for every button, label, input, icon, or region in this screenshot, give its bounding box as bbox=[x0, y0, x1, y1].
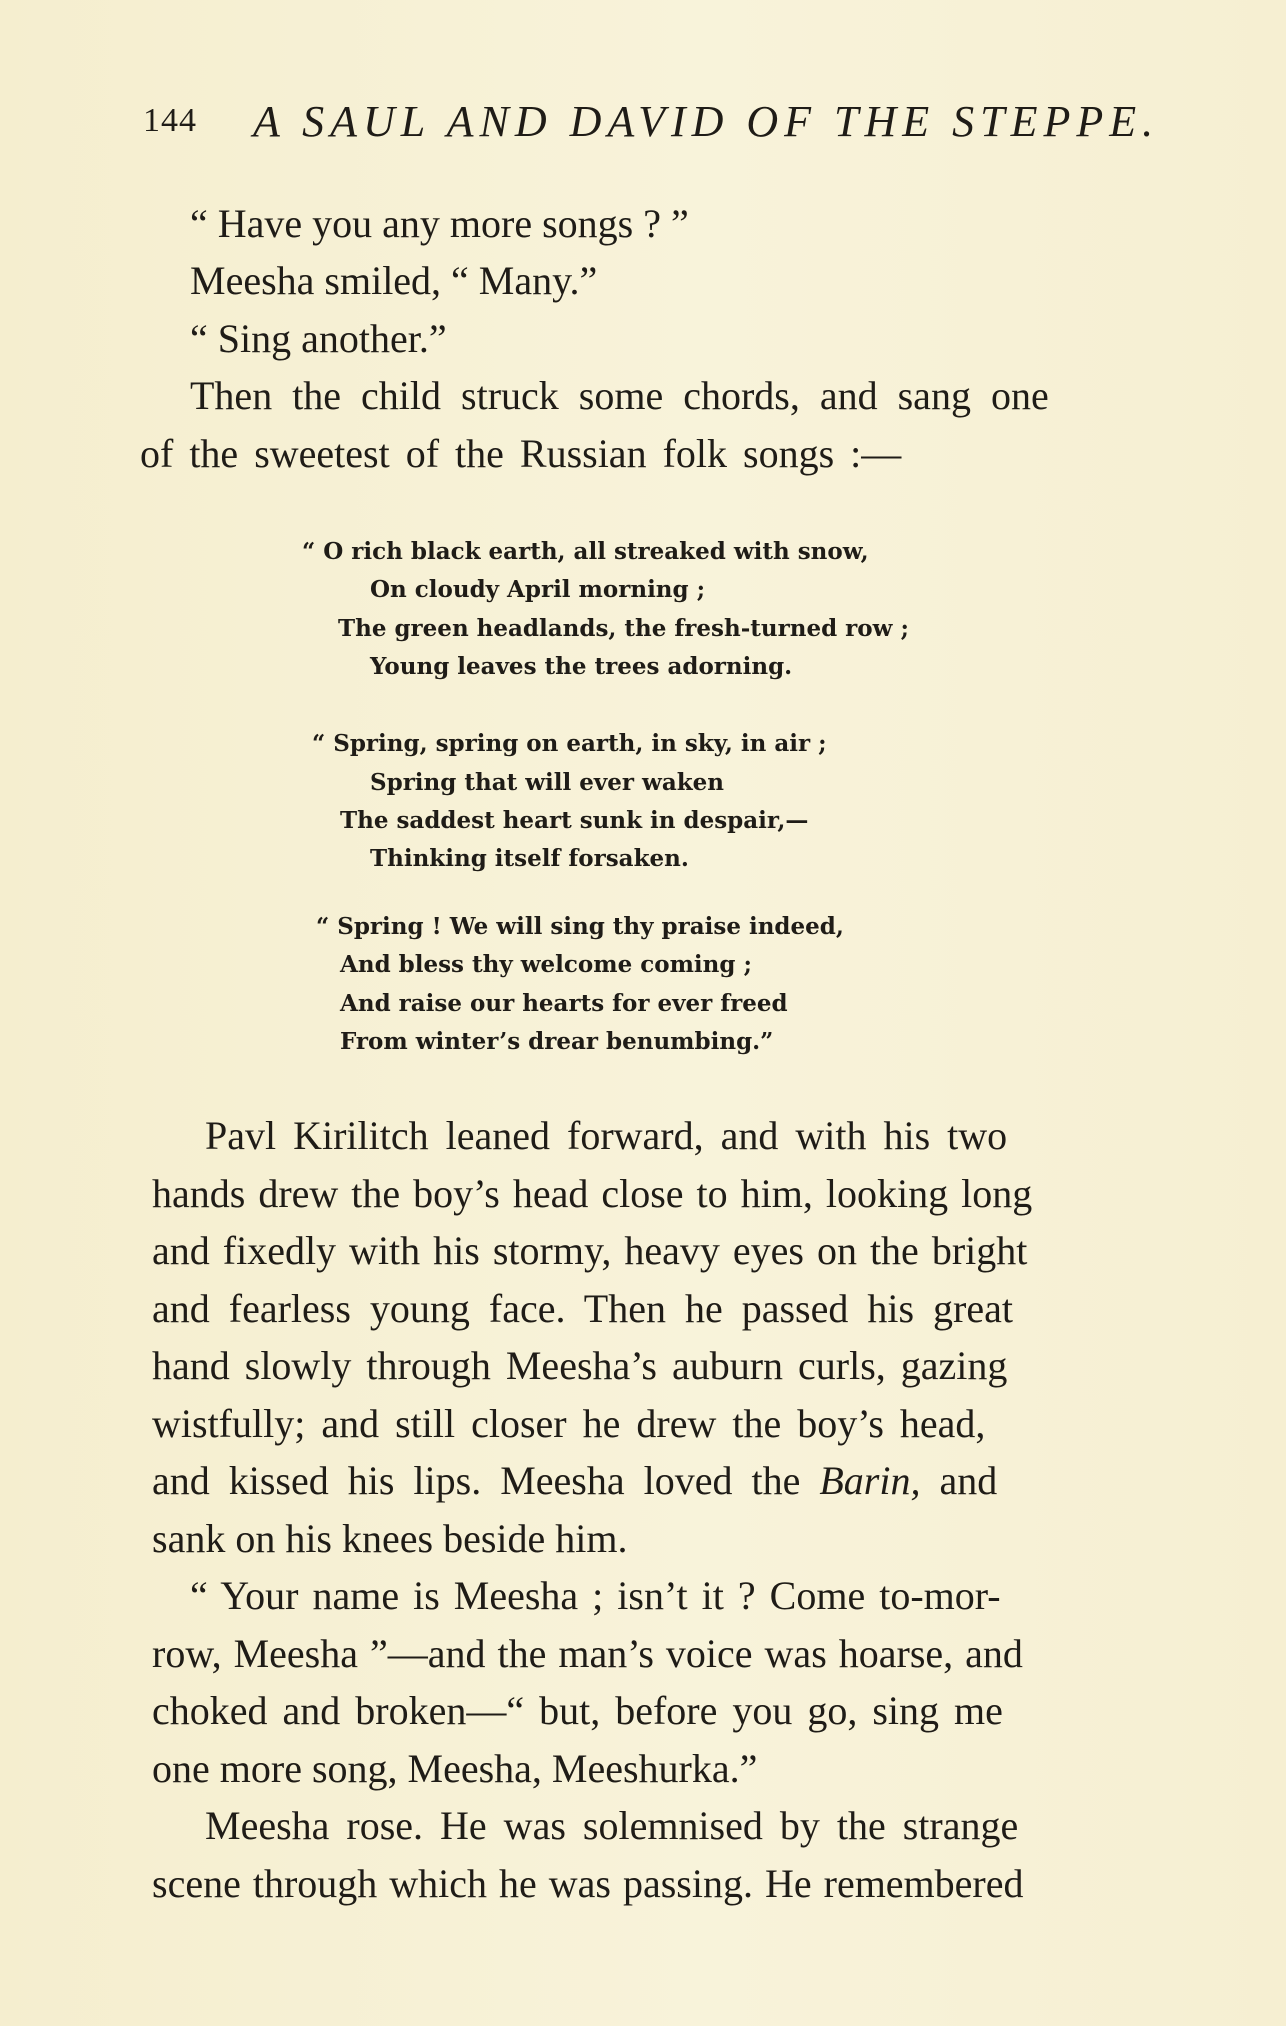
verse-line: Thinking itself forsaken. bbox=[370, 845, 689, 872]
text-line: “ Have you any more songs ? ” bbox=[190, 201, 689, 246]
verse-line: And bless thy welcome coming ; bbox=[340, 951, 752, 978]
text-line: Meesha rose. He was solemnised by the strange bbox=[205, 1803, 1019, 1848]
text-span: and kissed his lips. Meesha loved the bbox=[152, 1458, 801, 1503]
text-line: and fixedly with his stormy, heavy eyes on the bright bbox=[152, 1228, 1028, 1273]
text-line: choked and broken—“ but, before you go, sing me bbox=[152, 1688, 1003, 1733]
page-header bbox=[143, 96, 1160, 156]
verse-line: And raise our hearts for ever freed bbox=[340, 990, 788, 1017]
text-line: “ Sing another.” bbox=[190, 316, 447, 361]
verse-line: From winter’s drear benumbing.” bbox=[340, 1028, 774, 1055]
text-line: Then the child struck some chords, and sang one bbox=[190, 373, 1049, 418]
text-line: “ Your name is Meesha ; isn’t it ? Come to-mor- bbox=[190, 1573, 1001, 1618]
running-title: A SAUL AND DAVID OF THE STEPPE. bbox=[253, 97, 1160, 146]
verse-line: “ O rich black earth, all streaked with snow, bbox=[302, 538, 869, 565]
verse-line: “ Spring ! We will sing thy praise indeed, bbox=[316, 913, 844, 940]
verse-line: “ Spring, spring on earth, in sky, in air ; bbox=[312, 730, 827, 757]
verse-line: On cloudy April morning ; bbox=[370, 576, 706, 603]
text-line bbox=[152, 1457, 997, 1505]
text-span: and bbox=[939, 1458, 998, 1503]
verse-line: The green headlands, the fresh-turned row ; bbox=[338, 615, 909, 642]
text-line: sank on his knees beside him. bbox=[152, 1516, 628, 1561]
text-line: wistfully; and still closer he drew the boy’s head, bbox=[152, 1401, 986, 1446]
text-line: Meesha smiled, “ Many.” bbox=[190, 258, 598, 303]
text-line: row, Meesha ”—and the man’s voice was hoarse, and bbox=[152, 1631, 1023, 1676]
page-number: 144 bbox=[143, 102, 197, 139]
verse-line: Young leaves the trees adorning. bbox=[370, 653, 793, 680]
text-line: Pavl Kirilitch leaned forward, and with his two bbox=[205, 1113, 1008, 1158]
italic-word-barin: Barin, bbox=[819, 1458, 921, 1503]
verse-line: Spring that will ever waken bbox=[370, 769, 725, 796]
text-line: and fearless young face. Then he passed his great bbox=[152, 1286, 1013, 1331]
text-line: of the sweetest of the Russian folk songs :— bbox=[140, 431, 902, 476]
text-line: hand slowly through Meesha’s auburn curls, gazing bbox=[152, 1343, 1008, 1388]
text-line: one more song, Meesha, Meeshurka.” bbox=[152, 1746, 758, 1791]
text-line: scene through which he was passing. He remembered bbox=[152, 1861, 1024, 1906]
verse-line: The saddest heart sunk in despair,— bbox=[340, 807, 809, 834]
text-line: hands drew the boy’s head close to him, looking long bbox=[152, 1171, 1033, 1216]
